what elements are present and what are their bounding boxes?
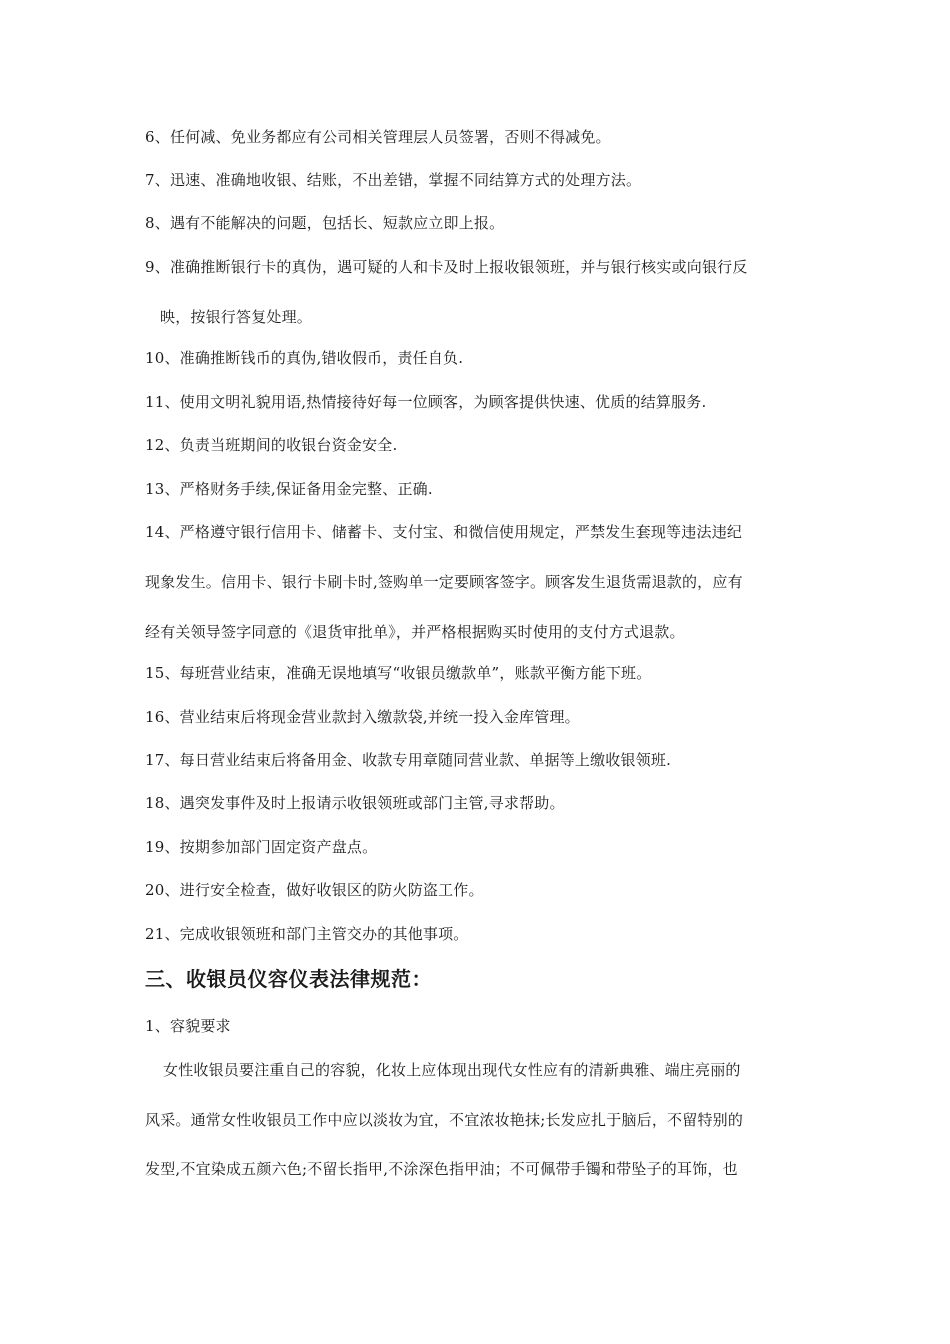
item-20: 20、进行安全检查，做好收银区的防火防盗工作。 [145, 881, 484, 899]
item-7: 7、迅速、准确地收银、结账，不出差错，掌握不同结算方式的处理方法。 [145, 171, 642, 189]
paragraph-line-3: 发型,不宜染成五颜六色;不留长指甲,不涂深色指甲油；不可佩带手镯和带坠子的耳饰，也 [145, 1160, 738, 1178]
item-11: 11、使用文明礼貌用语,热情接待好每一位顾客，为顾客提供快速、优质的结算服务. [145, 393, 707, 411]
item-13: 13、严格财务手续,保证备用金完整、正确. [145, 480, 433, 498]
item-10: 10、准确推断钱币的真伪,错收假币，责任自负. [145, 349, 464, 367]
item-14-line-3: 经有关领导签字同意的《退货审批单》，并严格根据购买时使用的支付方式退款。 [145, 623, 685, 641]
paragraph-line-1: 女性收银员要注重自己的容貌，化妆上应体现出现代女性应有的清新典雅、端庄亮丽的 [163, 1061, 741, 1079]
item-18: 18、遇突发事件及时上报请示收银领班或部门主管,寻求帮助。 [145, 794, 565, 812]
item-9: 9、准确推断银行卡的真伪，遇可疑的人和卡及时上报收银领班，并与银行核实或向银行反 [145, 258, 748, 276]
item-14-line-2: 现象发生。信用卡、银行卡刷卡时,签购单一定要顾客签字。顾客发生退货需退款的，应有 [145, 573, 743, 591]
item-14: 14、严格遵守银行信用卡、储蓄卡、支付宝、和微信使用规定，严禁发生套现等违法违纪 [145, 523, 743, 541]
item-6: 6、任何减、免业务都应有公司相关管理层人员签署，否则不得减免。 [145, 128, 611, 146]
item-9-continuation: 映，按银行答复处理。 [160, 308, 313, 326]
section-heading: 三、收银员仪容仪表法律规范： [145, 967, 432, 991]
item-8: 8、遇有不能解决的问题，包括长、短款应立即上报。 [145, 214, 505, 232]
item-15: 15、每班营业结束，准确无误地填写“收银员缴款单”，账款平衡方能下班。 [145, 664, 652, 682]
sub-heading: 1、容貌要求 [145, 1017, 231, 1035]
item-17: 17、每日营业结束后将备用金、收款专用章随同营业款、单据等上缴收银领班. [145, 751, 672, 769]
item-21: 21、完成收银领班和部门主管交办的其他事项。 [145, 925, 469, 943]
paragraph-line-2: 风采。通常女性收银员工作中应以淡妆为宜，不宜浓妆艳抹;长发应扎于脑后，不留特别的 [145, 1111, 744, 1129]
item-16: 16、营业结束后将现金营业款封入缴款袋,并统一投入金库管理。 [145, 708, 580, 726]
item-19: 19、按期参加部门固定资产盘点。 [145, 838, 378, 856]
item-12: 12、负责当班期间的收银台资金安全. [145, 436, 398, 454]
